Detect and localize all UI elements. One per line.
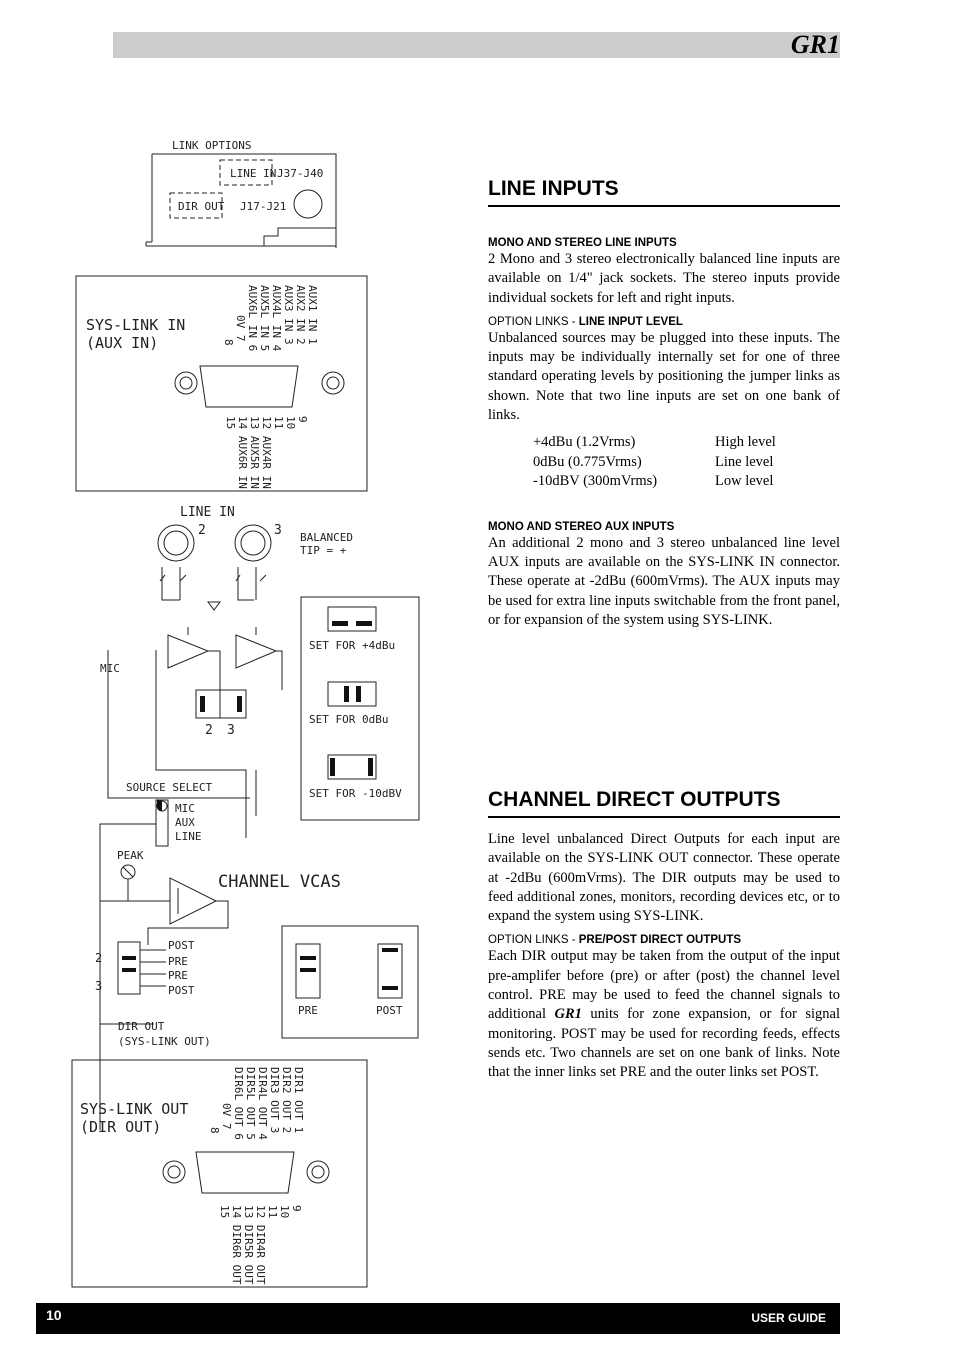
option-links-prefix: OPTION LINKS -	[488, 315, 579, 328]
brand-logo: GR1	[790, 30, 840, 59]
line-in-link-label: LINE IN	[230, 167, 277, 180]
syslink-out-pin-4: DIR4L OUT 4	[256, 1067, 269, 1140]
source-option-mic: MIC	[175, 802, 195, 815]
post-label: POST	[376, 1004, 403, 1017]
syslink-in-pin-14: 14 AUX6R IN	[236, 416, 249, 489]
syslink-out-title-1: SYS-LINK OUT	[80, 1100, 189, 1118]
line-in-num-3: 3	[274, 523, 282, 538]
balanced-label-1: BALANCED	[300, 531, 353, 544]
line-input-level-heading	[488, 315, 840, 329]
dir-channel-2: 2	[95, 951, 103, 965]
dir-out-jumpers: J17-J21	[240, 200, 287, 213]
prepost-heading	[488, 933, 840, 947]
page-number: 10	[46, 1307, 62, 1323]
line-input-level-title: LINE INPUT LEVEL	[578, 315, 683, 328]
level-name-low: Low level	[715, 473, 774, 490]
level-table	[533, 433, 840, 492]
level-value-low: -10dBV (300mVrms)	[533, 473, 658, 490]
option-links-prefix-2: OPTION LINKS -	[488, 934, 579, 947]
prepost-label-3: PRE	[168, 969, 188, 982]
syslink-out-pin-5: DIR5L OUT 5	[244, 1067, 257, 1140]
mono-stereo-aux-inputs-heading: MONO AND STEREO AUX INPUTS	[488, 520, 675, 533]
line-in-num-2: 2	[198, 523, 206, 538]
syslink-in-pin-13: 13 AUX5R IN	[248, 416, 261, 489]
dir-out-link-label: DIR OUT	[178, 200, 225, 213]
direct-outputs-section	[488, 788, 840, 1083]
level-value-high: +4dBu (1.2Vrms)	[533, 434, 636, 451]
syslink-in-pin-2: AUX2 IN 2	[294, 285, 307, 345]
syslink-in-pin-7: 0V 7	[234, 315, 247, 342]
syslink-in-pin-3: AUX3 IN 3	[282, 285, 295, 345]
mono-stereo-line-inputs-heading: MONO AND STEREO LINE INPUTS	[488, 237, 677, 249]
direct-outputs-heading: CHANNEL DIRECT OUTPUTS	[488, 788, 840, 818]
prepost-title: PRE/POST DIRECT OUTPUTS	[578, 934, 742, 947]
syslink-in-pin-4: AUX4L IN 4	[270, 285, 283, 352]
jumper-num-2: 2	[205, 723, 213, 738]
syslink-out-pin-12: 12 DIR4R OUT	[254, 1205, 267, 1285]
syslink-in-pin-12: 12 AUX4R IN	[260, 416, 273, 489]
line-inputs-para-2: Unbalanced sources may be plugged into these inputs. The inputs may be individually internally set for one of three standard operating levels by positioning the jumper links as shown. Note that two line inputs are set on one bank of links.	[488, 329, 840, 424]
line-inputs-heading: LINE INPUTS	[488, 177, 840, 207]
wiring-diagram	[60, 130, 440, 1310]
footer-label: USER GUIDE	[751, 1311, 826, 1325]
syslink-in-pin-5: AUX5L IN 5	[258, 285, 271, 352]
syslink-in-pin-15: 15	[224, 416, 237, 430]
vca-title: CHANNEL VCAS	[218, 872, 341, 892]
link-options-title: LINK OPTIONS	[172, 139, 252, 152]
syslink-in-pin-6: AUX6L IN 6	[246, 285, 259, 352]
syslink-out-pin-6: DIR6L OUT 6	[232, 1067, 245, 1140]
set-level-high: SET FOR +4dBu	[309, 639, 396, 652]
line-inputs-section	[488, 177, 840, 630]
syslink-in-pin-9: 9	[296, 416, 309, 423]
syslink-out-pin-2: DIR2 OUT 2	[280, 1067, 293, 1134]
prepost-label-2: PRE	[168, 955, 188, 968]
source-option-line: LINE	[175, 830, 202, 843]
syslink-in-title-1: SYS-LINK IN	[86, 316, 186, 334]
level-value-line: 0dBu (0.775Vrms)	[533, 453, 642, 470]
prepost-label-4: POST	[168, 984, 195, 997]
balanced-label-2: TIP = +	[300, 544, 347, 557]
para2-part-b: units for zone expansion, or for signal monitoring. POST may be used for recording feeds, effects sends etc. Two channels are set on one bank of links. Note that the inner links set PRE and the outer links set POST.	[488, 1006, 840, 1081]
syslink-out-pin-14: 14 DIR6R OUT	[230, 1205, 243, 1285]
syslink-out-pin-3: DIR3 OUT 3	[268, 1067, 281, 1134]
source-option-aux: AUX	[175, 816, 195, 829]
syslink-in-pin-11: 11	[272, 416, 285, 430]
inline-brand: GR1	[554, 1006, 582, 1023]
dir-out-title-2: (SYS-LINK OUT)	[118, 1035, 211, 1048]
direct-outputs-para-1: Line level unbalanced Direct Outputs for each input are available on the SYS-LINK OUT connector. These operate at -2dBu (600mVrms). The DIR outputs may be used to feed additional zones, monitors, recording devices etc, or to expand the system using SYS-LINK.	[488, 831, 840, 925]
level-name-line: Line level	[715, 453, 774, 470]
jumper-num-3: 3	[227, 723, 235, 738]
syslink-out-title-2: (DIR OUT)	[80, 1118, 162, 1136]
header-bar	[113, 32, 840, 58]
syslink-out-pin-7: 0V 7	[220, 1103, 233, 1130]
level-name-high: High level	[715, 434, 776, 451]
dir-channel-3: 3	[95, 979, 103, 993]
source-select-title: SOURCE SELECT	[126, 781, 213, 794]
syslink-out-pin-8: 8	[208, 1127, 221, 1134]
syslink-in-title-2: (AUX IN)	[86, 334, 159, 352]
syslink-out-pin-10: 10	[278, 1205, 291, 1219]
dir-out-title-1: DIR OUT	[118, 1020, 165, 1033]
syslink-out-pin-1: DIR1 OUT 1	[292, 1067, 305, 1134]
set-level-low: SET FOR -10dBV	[309, 787, 402, 800]
aux-inputs-para: An additional 2 mono and 3 stereo unbalanced line level AUX inputs are available on the SYS-LINK IN connector. These operate at -2dBu (600mVrms). The AUX inputs may be used for extra line inputs switchable from the front panel, or for expansion of the system using SYS-LINK.	[488, 534, 840, 629]
line-in-title: LINE IN	[180, 505, 235, 520]
syslink-in-pin-10: 10	[284, 416, 297, 430]
line-inputs-para-1: 2 Mono and 3 stereo electronically balanced line inputs are available on 1/4" jack sockets. The stereo inputs provide individual sockets for left and right inputs.	[488, 251, 840, 306]
direct-outputs-para-2	[488, 947, 840, 1082]
set-level-line: SET FOR 0dBu	[309, 713, 389, 726]
syslink-in-pin-8: 8	[222, 339, 235, 346]
mic-label: MIC	[100, 662, 120, 675]
line-in-jumpers: J37-J40	[277, 167, 324, 180]
syslink-out-pin-15: 15	[218, 1205, 231, 1219]
pre-label: PRE	[298, 1004, 318, 1017]
para2-part-a: Each DIR output may be taken from the output of the input pre-amplifer before (pre) or after (post) the channel level control. PRE may be used to feed the channel signals to additional	[488, 948, 840, 1023]
syslink-out-pin-11: 11	[266, 1205, 279, 1219]
syslink-out-pin-9: 9	[290, 1205, 303, 1212]
syslink-out-pin-13: 13 DIR5R OUT	[242, 1205, 255, 1285]
footer-bar	[36, 1303, 840, 1334]
prepost-label-1: POST	[168, 939, 195, 952]
peak-label: PEAK	[117, 849, 144, 862]
syslink-in-pin-1: AUX1 IN 1	[306, 285, 319, 345]
